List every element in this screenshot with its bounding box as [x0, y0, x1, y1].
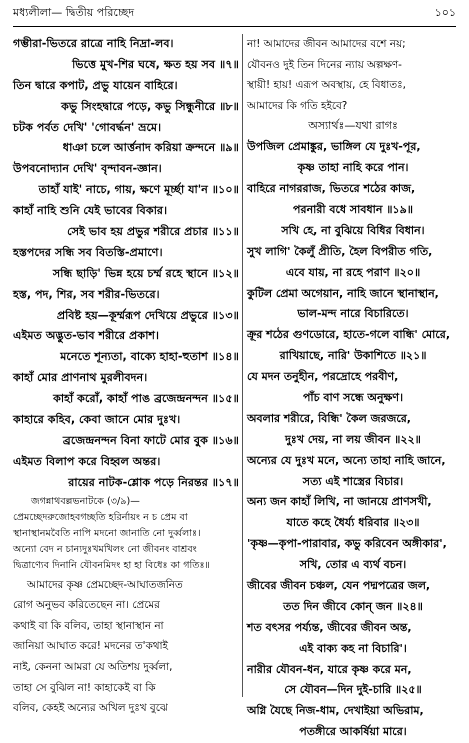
verse-line: এইমত অদ্ভুত-ভাব শরীরে প্রকাশ।: [13, 329, 160, 343]
verse-line: অন্যের যে দুঃখ মনে, অন্যে তাহা নাহি জানে,: [247, 453, 446, 467]
sanskrit-line: অন্যো বেদ ন চান্যদুঃখমখিলং নো জীবনং বাশ্রবং: [13, 544, 197, 556]
verse-line: কুটিল প্রেমা অগেয়ান, নাহি জানে স্থানাস্থান,: [247, 286, 439, 300]
verse-line: যে মদন তনুহীন, পরদ্রোহে পরবীণ,: [247, 370, 399, 384]
verse-line: ভাল-মন্দ নারে বিচারিতে।: [297, 307, 409, 321]
verse-line: 'কৃষ্ণ—কৃপা-পারাবার, কভু করিবেন অঙ্গীকার',: [247, 537, 447, 551]
verse-line: এবে যায়, না রহে পরাণ ॥২০॥: [285, 265, 421, 279]
verse-line: পরনারী বধে সাবধান ॥১৯॥: [293, 202, 413, 216]
verse-line: ধাঞা চলে আর্ত্তনাদ করিয়া ক্রন্দনে ॥৯॥: [62, 141, 239, 155]
page-number: ১০১: [434, 6, 456, 19]
verse-line: ভিত্তে মুখ-শির ঘষে, ক্ষত হয় সব ॥৭॥: [72, 57, 239, 71]
column-divider: [242, 34, 243, 697]
verse-line: উপবনোদ্যান দেখি' বৃন্দাবন-জ্ঞান।: [13, 162, 162, 176]
verse-intro: অস্যার্থঃ—যথা রাগঃ: [308, 119, 398, 133]
verse-line: তিন দ্বারে কপাট, প্রভু যায়েন বাহিরে।: [13, 78, 178, 92]
verse-line: রায়ের নাটক-শ্লোক পড়ে নিরন্তর ॥১৭॥: [68, 475, 239, 489]
verse-line: তত দিন জীবে কোন্ জন ॥২৪॥: [283, 599, 423, 613]
prose-line: না! আমাদের জীবন আমাদের বশে নয়;: [247, 38, 406, 50]
prose-line: তাহা সে বুঝিল না! কাহাকেই বা কি: [13, 681, 156, 694]
verse-line: গম্ভীরা-ভিতরে রাত্রে নাহি নিদ্রা-লব।: [13, 37, 174, 50]
verse-line: অন্য জন কাহাঁ লিখি, না জানয়ে প্রাণসখী,: [247, 495, 432, 509]
verse-line: সুখ লাগি' কৈলুঁ প্রীতি, হৈল বিপরীত গতি,: [247, 244, 433, 258]
page-header: [13, 4, 456, 27]
prose-line: নাই, কেননা আমরা যে অতিশয় দুর্ব্বলা,: [13, 660, 173, 673]
verse-line: কাহাঁ মোর প্রাণনাথ মুরলীবদন।: [13, 371, 148, 385]
verse-line: হস্তপদের সন্ধি সব বিতস্তি-প্রমাণে।: [13, 245, 163, 259]
sanskrit-line: দ্বিত্রাণ্যেব দিনানি যৌবনমিদং হা হা বিধেঃ কা গতিঃ॥: [13, 560, 210, 572]
prose-line: স্থায়ী! হায়! এরূপ অবস্থায়, হে বিধাতঃ,: [247, 79, 406, 92]
verse-line: সখি হে, না বুঝিয়ে বিধির বিধান।: [281, 223, 425, 237]
verse-line: ক্রূর শঠের গুণডোরে, হাতে-গলে বান্ধি' মোরে,: [247, 328, 451, 342]
verse-line: নারীর যৌবন-ধন, যারে কৃষ্ণ করে মন,: [247, 662, 412, 676]
verse-line: কভু সিংহদ্বারে পড়ে, কভু সিন্ধুনীরে ॥৮॥: [61, 99, 239, 113]
prose-line: রোগ অনুভব করিতেছেন না। প্রেমের: [13, 599, 160, 612]
verse-line: কাহাঁ করোঁ, কাহাঁ পাঙ ব্রজেন্দ্রনন্দন ॥১৫॥: [53, 392, 239, 406]
verse-line: তাহাঁ যাই' নাচে, গায়, ক্ষণে মূর্চ্ছা যা'ন ॥১০॥: [38, 183, 239, 197]
verse-line: অগ্নি যৈছে নিজ-ধাম, দেখাইয়া অভিরাম,: [247, 704, 424, 718]
verse-line: সত্য এই শাস্ত্রের বিচার।: [302, 474, 404, 488]
sanskrit-line: স্থানাস্থানমবৈতি নাপি মদনো জানাতি নো দুর্ব্বলাঃ।: [13, 527, 201, 539]
verse-line: হস্ত, পদ, শির, সব শরীর-ভিতরে।: [13, 287, 160, 301]
verse-line: বাহিরে নাগররাজ, ভিতরে শঠের কাজ,: [247, 182, 416, 196]
prose-line: জানিয়া আঘাত করে! মদনের ত'কথাই: [13, 640, 168, 653]
verse-line: অবলার শরীরে, বিন্ধি' কৈল জরজরে,: [247, 411, 411, 425]
verse-line: কৃষ্ণ তাহা নাহি করে পান।: [297, 161, 409, 175]
verse-line: শত বৎসর পর্য্যন্ত, জীবের জীবন অন্ত,: [247, 620, 412, 634]
verse-line: এই বাক্য কহ না বিচারি'।: [299, 641, 407, 655]
verse-line: এইমত বিলাপ করে বিহ্বল অন্তর।: [13, 454, 161, 468]
verse-line: মনেতে শূন্যতা, বাক্যে হাহা-হুতাশ ॥১৪॥: [60, 350, 239, 364]
prose-line: বলিব, কেহই অন্যের অখিল দুঃখ বুঝে: [13, 702, 168, 715]
verse-line: ব্রজেন্দ্রনন্দন বিনা ফাটে মোর বুক ॥১৬॥: [62, 433, 239, 447]
verse-line: জীবের জীবন চঞ্চল, যেন পদ্মপত্রের জল,: [247, 578, 431, 592]
citation: জগন্নাথবল্লভনাটকে (৩/৯)—: [31, 495, 140, 507]
verse-line: সন্ধি ছাড়ি' ভিন্ন হয়ে চর্ম্ম রহে স্থানে ॥১২॥: [52, 266, 239, 280]
left-column: [13, 34, 239, 715]
verse-line: রাখিয়াছে, নারি' উকাশিতে ॥২১॥: [279, 349, 427, 363]
verse-line: প্রবিষ্ট হয়—কূর্ম্মরূপ দেখিয়ে প্রভুরে ॥১৩॥: [56, 308, 239, 322]
sanskrit-line: প্রেমচ্ছেদরুজোহবগচ্ছতি হরির্নায়ং ন চ প্রেম বা: [13, 511, 188, 523]
verse-line: চটক পর্বত দেখি' 'গোবর্দ্ধন' ভ্রমে।: [13, 120, 162, 134]
verse-line: সে যৌবন—দিন দুই-চারি ॥২৫॥: [284, 683, 422, 697]
verse-line: যাতে কহে ধৈর্য্য ধরিবার ॥২৩॥: [286, 516, 420, 530]
verse-line: উপজিল প্রেমাঙ্কুর, ভাঙ্গিল যে দুঃখ-পূর,: [247, 140, 421, 154]
verse-line: পতঙ্গীরে আকর্ষিয়া মারে।: [299, 725, 407, 739]
prose-line: আমাদের কি গতি হইবে?: [247, 99, 348, 112]
prose-line: কথাই বা কি বলিব, তাহা স্থানাস্থান না: [13, 619, 164, 632]
verse-line: সেই ভাব হয় প্রভুর শরীরে প্রচার ॥১১॥: [67, 225, 239, 239]
verse-line: কাহাঁ নাহি শুনি যেই ভাবের বিকার।: [13, 204, 168, 218]
verse-line: সখি, তোর এ ব্যর্থ বচন।: [299, 558, 407, 572]
right-column: [247, 34, 459, 739]
verse-line: কাহারে কহিব, কেবা জানে মোর দুঃখ।: [13, 413, 181, 427]
verse-line: পাঁচ বাণ সন্ধে অনুক্ষণ।: [302, 390, 404, 404]
prose-line: আমাদের কৃষ্ণ প্রেমচ্ছেদ-আঘাতজনিত: [27, 578, 183, 591]
prose-line: যৌবনও দুই তিন দিনের ন্যায় অল্পক্ষণ-: [247, 58, 402, 71]
verse-line: দুঃখ দেয়, না লয় জীবন ॥২২॥: [285, 432, 421, 446]
running-title: মধ্যলীলা— দ্বিতীয় পরিচ্ছেদ: [13, 6, 135, 19]
